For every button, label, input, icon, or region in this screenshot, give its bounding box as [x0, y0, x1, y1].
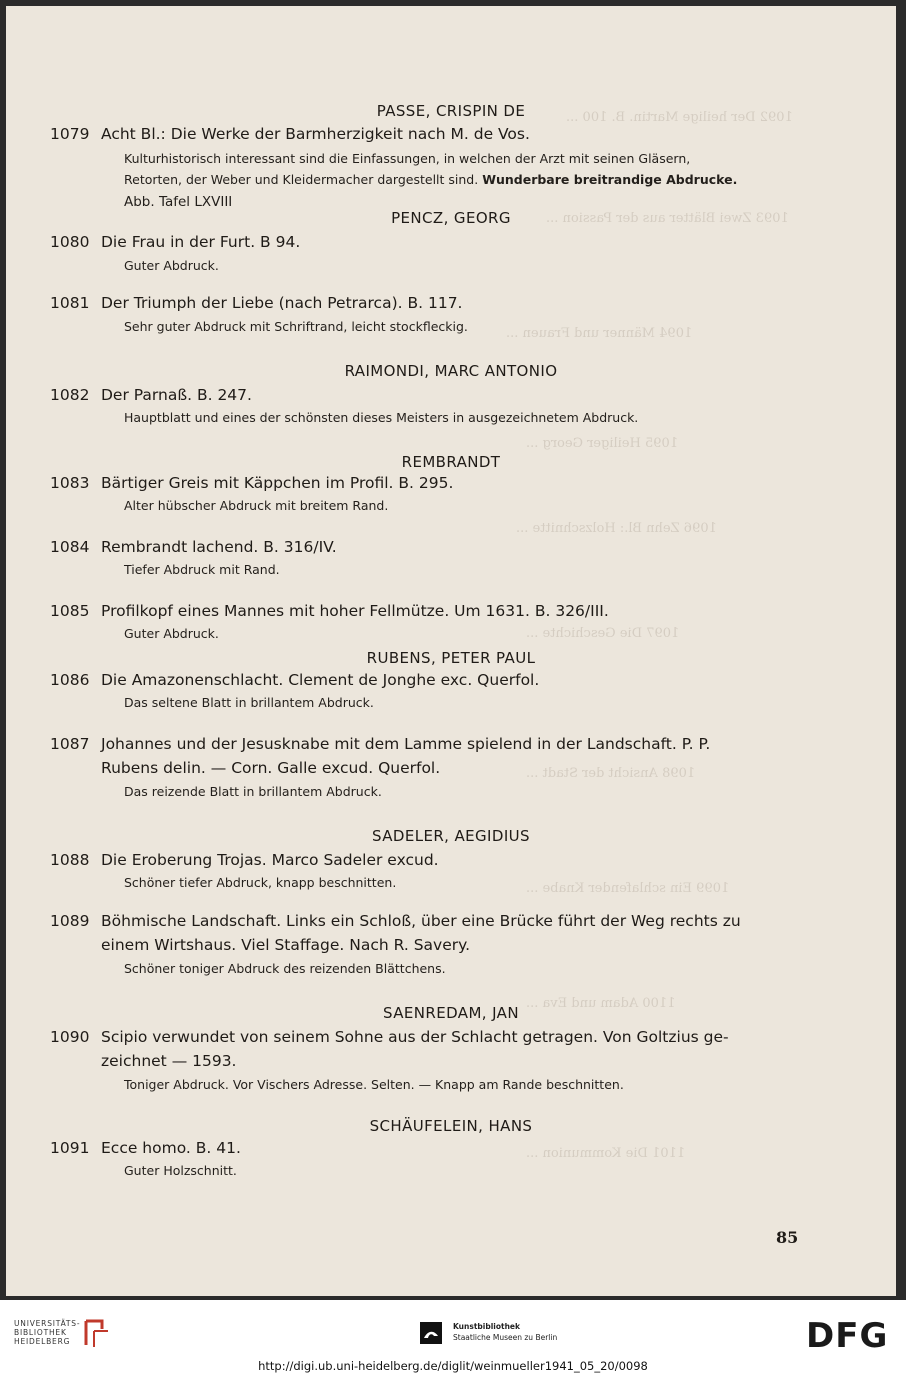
- entry-note: Abb. Tafel LXVIII: [124, 194, 233, 210]
- dfg-logo: DFG: [806, 1316, 889, 1356]
- entry-title-continued: einem Wirtshaus. Viel Staffage. Nach R. Savery.: [101, 936, 471, 954]
- entry-title-text: Der Parnaß. B. 247.: [101, 386, 252, 404]
- entry-title-text: Profilkopf eines Mannes mit hoher Fellmütze. Um 1631. B. 326/III.: [101, 602, 609, 620]
- entry-title: [50, 602, 850, 620]
- entry-note: Toniger Abdruck. Vor Vischers Adresse. Selten. — Knapp am Rande beschnitten.: [124, 1077, 624, 1092]
- entry-note-bold: Wunderbare breitrandige Abdrucke.: [482, 172, 738, 187]
- entry-note: Guter Abdruck.: [124, 626, 219, 641]
- entry-note: Sehr guter Abdruck mit Schriftrand, leicht stockfleckig.: [124, 319, 468, 334]
- bleed-through: 1099 Ein schlafender Knabe ...: [526, 881, 730, 896]
- entry-number: 1080: [50, 233, 90, 251]
- university-line: BIBLIOTHEK: [14, 1328, 67, 1337]
- entry-note: Tiefer Abdruck mit Rand.: [124, 562, 280, 577]
- bleed-through: 1095 Heiliger Georg ...: [526, 436, 679, 451]
- entry-number: 1084: [50, 538, 90, 556]
- entry-number: 1088: [50, 851, 90, 869]
- entry-title: [50, 538, 850, 556]
- digitization-footer: [0, 1300, 906, 1375]
- entry-title-text: Acht Bl.: Die Werke der Barmherzigkeit nach M. de Vos.: [101, 125, 530, 143]
- entry-title-text: Ecce homo. B. 41.: [101, 1139, 241, 1157]
- bleed-through: 1093 Zwei Blätter aus der Passion ...: [546, 211, 789, 226]
- university-line: HEIDELBERG: [14, 1337, 71, 1346]
- entry-title-text: Bärtiger Greis mit Käppchen im Profil. B. 295.: [101, 474, 454, 492]
- library-emblem-icon: [82, 1317, 110, 1349]
- kunstbibliothek-title: Kunstbibliothek: [453, 1322, 521, 1331]
- entry-title: [50, 912, 850, 930]
- section-heading: REMBRANDT: [401, 453, 501, 471]
- kunstbibliothek-label: [453, 1321, 557, 1343]
- entry-number: 1085: [50, 602, 90, 620]
- entry-title-text: Die Amazonenschlacht. Clement de Jonghe exc. Querfol.: [101, 671, 540, 689]
- section-heading: SADELER, AEGIDIUS: [372, 827, 530, 845]
- entry-title: [50, 233, 850, 251]
- section-heading: PASSE, CRISPIN DE: [376, 102, 526, 120]
- section-heading: RAIMONDI, MARC ANTONIO: [344, 362, 558, 380]
- entry-title-text: Die Frau in der Furt. B 94.: [101, 233, 301, 251]
- bleed-through: 1097 Die Geschichte ...: [526, 626, 680, 641]
- entry-title: [50, 851, 850, 869]
- bleed-through: 1098 Ansicht der Stadt ...: [526, 766, 696, 781]
- entry-title-continued: zeichnet — 1593.: [101, 1052, 237, 1070]
- entry-number: 1079: [50, 125, 90, 143]
- entry-title-continued: Rubens delin. — Corn. Galle excud. Querfol.: [101, 759, 441, 777]
- entry-note: Hauptblatt und eines der schönsten dieses Meisters in ausgezeichnetem Abdruck.: [124, 410, 639, 425]
- entry-title: [50, 474, 850, 492]
- bleed-through: 1101 Die Kommunion ...: [526, 1146, 686, 1161]
- entry-title-text: Der Triumph der Liebe (nach Petrarca). B. 117.: [101, 294, 463, 312]
- entry-title: [50, 125, 850, 143]
- entry-title: [50, 1139, 850, 1157]
- entry-note: [124, 172, 737, 187]
- entry-number: 1089: [50, 912, 90, 930]
- entry-title: [50, 386, 850, 404]
- bleed-through: 1100 Adam und Eva ...: [526, 996, 676, 1011]
- source-url-link[interactable]: http://digi.ub.uni-heidelberg.de/diglit/weinmueller1941_05_20/0098: [258, 1359, 648, 1373]
- section-heading: SAENREDAM, JAN: [383, 1004, 519, 1022]
- entry-title-text: Johannes und der Jesusknabe mit dem Lamme spielend in der Landschaft. P. P.: [101, 735, 711, 753]
- entry-title: [50, 735, 850, 753]
- entry-title: [50, 1028, 850, 1046]
- entry-number: 1086: [50, 671, 90, 689]
- bleed-through: 1092 Der heilige Martin. B. 100 ...: [566, 110, 793, 125]
- university-library-logo: [14, 1319, 80, 1346]
- section-heading: SCHÄUFELEIN, HANS: [369, 1117, 533, 1135]
- kunstbibliothek-logo-icon: [420, 1322, 442, 1344]
- entry-title: [50, 294, 850, 312]
- page-number: 85: [776, 1228, 799, 1247]
- entry-title-text: Scipio verwundet von seinem Sohne aus der Schlacht getragen. Von Goltzius ge-: [101, 1028, 729, 1046]
- entry-title-text: Rembrandt lachend. B. 316/IV.: [101, 538, 337, 556]
- entry-note: Guter Holzschnitt.: [124, 1163, 237, 1178]
- entry-title: [50, 671, 850, 689]
- entry-number: 1081: [50, 294, 90, 312]
- entry-note: Das seltene Blatt in brillantem Abdruck.: [124, 695, 374, 710]
- entry-number: 1090: [50, 1028, 90, 1046]
- entry-note: Guter Abdruck.: [124, 258, 219, 273]
- entry-note: Schöner tiefer Abdruck, knapp beschnitten.: [124, 875, 397, 890]
- section-heading: RUBENS, PETER PAUL: [366, 649, 536, 667]
- entry-number: 1091: [50, 1139, 90, 1157]
- entry-note: Alter hübscher Abdruck mit breitem Rand.: [124, 498, 389, 513]
- entry-note: Schöner toniger Abdruck des reizenden Blättchens.: [124, 961, 446, 976]
- catalog-page: [6, 6, 896, 1296]
- section-heading: PENCZ, GEORG: [391, 209, 511, 227]
- kunstbibliothek-subtitle: Staatliche Museen zu Berlin: [453, 1333, 558, 1342]
- entry-title-text: Böhmische Landschaft. Links ein Schloß, über eine Brücke führt der Weg rechts zu: [101, 912, 741, 930]
- university-line: UNIVERSITÄTS-: [14, 1319, 81, 1328]
- bleed-through: 1096 Zehn Bl.: Holzschnitte ...: [516, 521, 717, 536]
- entry-note: Kulturhistorisch interessant sind die Einfassungen, in welchen der Arzt mit seinen Gläsern,: [124, 151, 691, 166]
- entry-title-text: Die Eroberung Trojas. Marco Sadeler excud.: [101, 851, 439, 869]
- entry-note: Das reizende Blatt in brillantem Abdruck.: [124, 784, 382, 799]
- entry-number: 1087: [50, 735, 90, 753]
- bleed-through: 1094 Männer und Frauen ...: [506, 326, 693, 341]
- entry-number: 1083: [50, 474, 90, 492]
- entry-number: 1082: [50, 386, 90, 404]
- entry-note-text: Retorten, der Weber und Kleidermacher dargestellt sind.: [124, 172, 479, 187]
